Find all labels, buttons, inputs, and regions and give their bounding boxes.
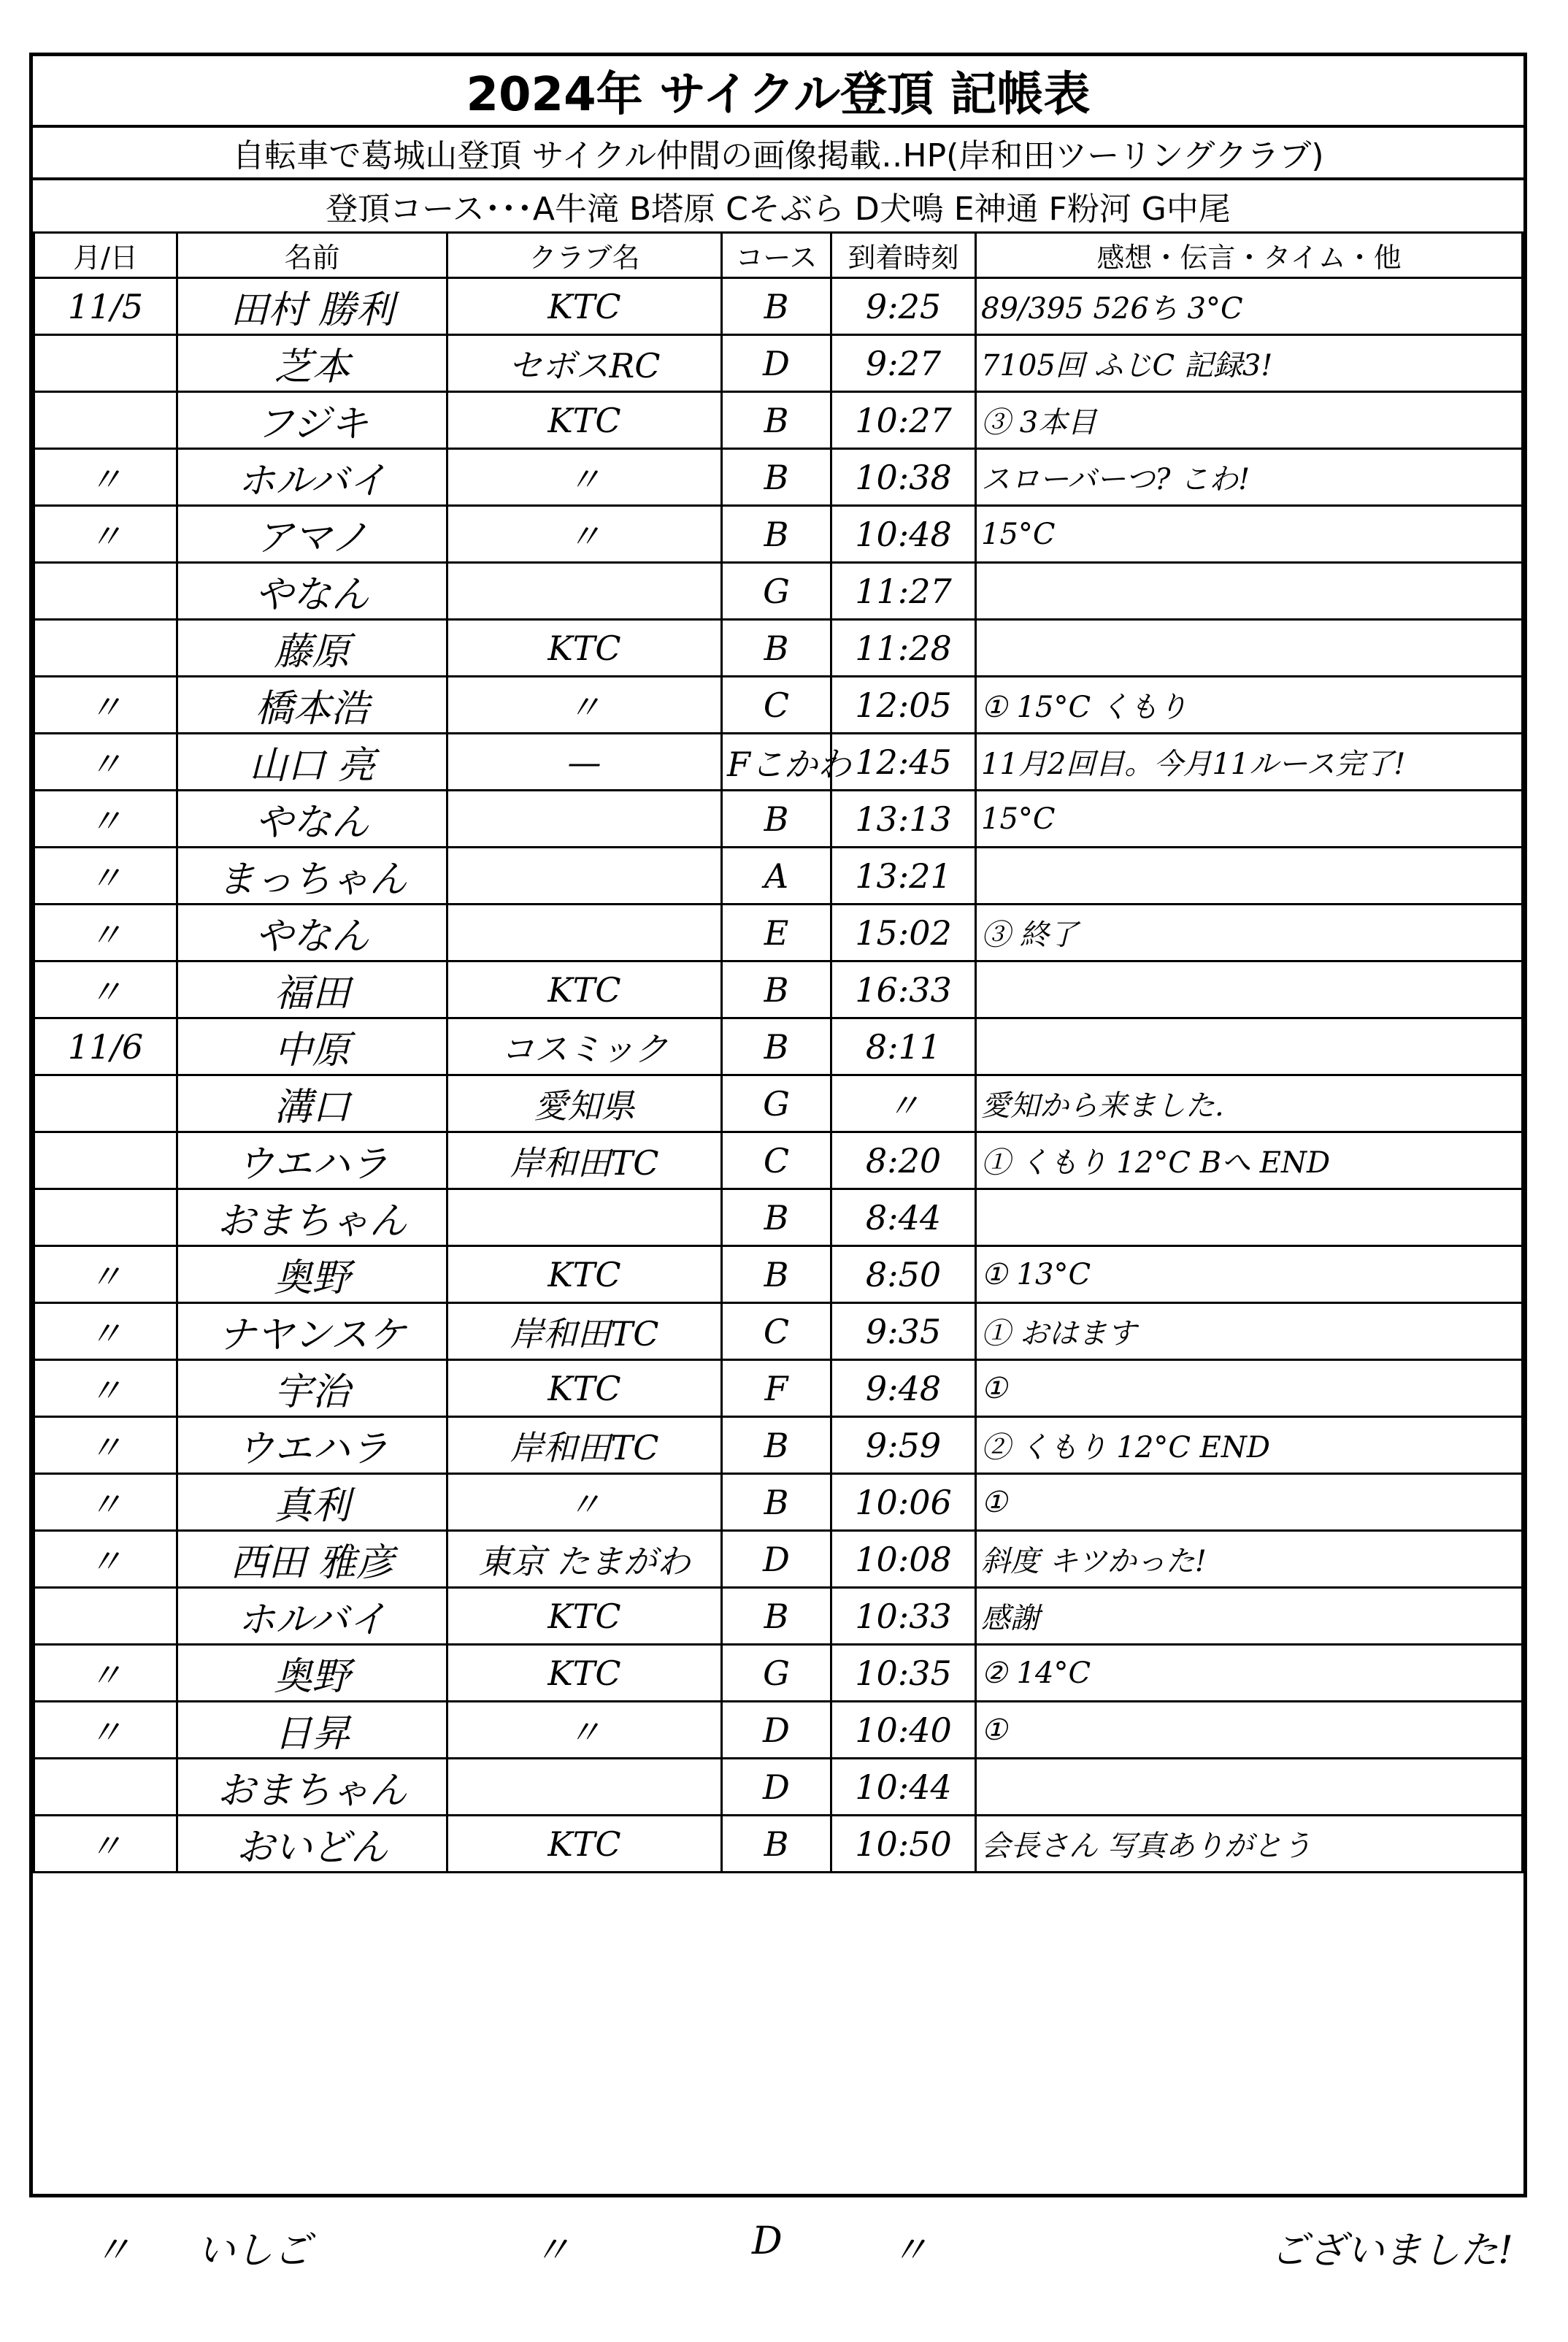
cell-comment: ① 13°C bbox=[976, 1246, 1523, 1303]
cell-club: KTC bbox=[447, 278, 722, 335]
cell-date: 〃 bbox=[34, 677, 177, 734]
table-row bbox=[34, 620, 1523, 677]
table-row bbox=[34, 1759, 1523, 1816]
cell-name: 山口 亮 bbox=[177, 734, 447, 791]
page-title: 2024年 サイクル登頂 記帳表 bbox=[33, 56, 1523, 128]
cell-club: 岸和田TC bbox=[447, 1303, 722, 1360]
cell-club: 〃 bbox=[447, 506, 722, 563]
table-row bbox=[34, 734, 1523, 791]
cell-name: 溝口 bbox=[177, 1075, 447, 1132]
cell-name: ウエハラ bbox=[177, 1132, 447, 1189]
cell-time: 15:02 bbox=[831, 905, 976, 961]
cell-comment: ① bbox=[976, 1702, 1523, 1759]
cell-time: 〃 bbox=[831, 1075, 976, 1132]
column-header-club: クラブ名 bbox=[447, 233, 722, 278]
cell-course: B bbox=[722, 791, 831, 848]
table-row bbox=[34, 677, 1523, 734]
column-header-date: 月/日 bbox=[34, 233, 177, 278]
cell-date bbox=[34, 1132, 177, 1189]
cell-club: KTC bbox=[447, 1645, 722, 1702]
cell-course: D bbox=[722, 335, 831, 392]
cell-time: 9:59 bbox=[831, 1417, 976, 1474]
cell-course: B bbox=[722, 506, 831, 563]
table-row bbox=[34, 1702, 1523, 1759]
cell-date bbox=[34, 335, 177, 392]
cell-date: 11/6 bbox=[34, 1018, 177, 1075]
cell-date: 〃 bbox=[34, 449, 177, 506]
cell-name: 奥野 bbox=[177, 1246, 447, 1303]
cell-date: 〃 bbox=[34, 1702, 177, 1759]
cell-club: コスミック bbox=[447, 1018, 722, 1075]
cell-club: KTC bbox=[447, 961, 722, 1018]
table-row bbox=[34, 1189, 1523, 1246]
cell-name: ホルバイ bbox=[177, 1588, 447, 1645]
cell-name: まっちゃん bbox=[177, 848, 447, 905]
cell-course: B bbox=[722, 392, 831, 449]
cell-date bbox=[34, 563, 177, 620]
cell-course: B bbox=[722, 961, 831, 1018]
column-header-time: 到着時刻 bbox=[831, 233, 976, 278]
cell-club: 〃 bbox=[447, 1474, 722, 1531]
cell-time: 10:27 bbox=[831, 392, 976, 449]
cell-comment: ① bbox=[976, 1360, 1523, 1417]
cell-date: 〃 bbox=[34, 1531, 177, 1588]
cell-comment: ② くもり 12°C END bbox=[976, 1417, 1523, 1474]
cell-time: 10:50 bbox=[831, 1816, 976, 1873]
table-row bbox=[34, 1645, 1523, 1702]
cell-name: フジキ bbox=[177, 392, 447, 449]
cell-course: B bbox=[722, 620, 831, 677]
table-row bbox=[34, 1132, 1523, 1189]
cell-club: セボスRC bbox=[447, 335, 722, 392]
table-row bbox=[34, 506, 1523, 563]
cell-date: 〃 bbox=[34, 791, 177, 848]
cell-course: D bbox=[722, 1531, 831, 1588]
extra-comment: ございました! bbox=[1270, 2229, 1513, 2273]
cell-name: アマノ bbox=[177, 506, 447, 563]
extra-date: 〃 bbox=[93, 2229, 132, 2273]
cell-date: 〃 bbox=[34, 848, 177, 905]
cell-comment: ③ 終了 bbox=[976, 905, 1523, 961]
cell-comment bbox=[976, 1759, 1523, 1816]
table-row bbox=[34, 791, 1523, 848]
cell-name: おまちゃん bbox=[177, 1189, 447, 1246]
cell-date: 〃 bbox=[34, 1246, 177, 1303]
table-row bbox=[34, 1246, 1523, 1303]
table-row bbox=[34, 1816, 1523, 1873]
cell-comment bbox=[976, 620, 1523, 677]
cell-club: 愛知県 bbox=[447, 1075, 722, 1132]
cell-comment bbox=[976, 1018, 1523, 1075]
cell-club bbox=[447, 848, 722, 905]
cell-club: KTC bbox=[447, 392, 722, 449]
cell-name: やなん bbox=[177, 791, 447, 848]
cell-course: B bbox=[722, 1246, 831, 1303]
cell-club: KTC bbox=[447, 1360, 722, 1417]
column-header-name: 名前 bbox=[177, 233, 447, 278]
cell-time: 12:05 bbox=[831, 677, 976, 734]
cell-comment: 15°C bbox=[976, 791, 1523, 848]
cell-time: 10:44 bbox=[831, 1759, 976, 1816]
cell-course: A bbox=[722, 848, 831, 905]
cell-comment bbox=[976, 563, 1523, 620]
cell-date: 〃 bbox=[34, 905, 177, 961]
cell-club bbox=[447, 563, 722, 620]
table-row bbox=[34, 905, 1523, 961]
table-row bbox=[34, 1588, 1523, 1645]
cell-time: 10:08 bbox=[831, 1531, 976, 1588]
cell-course: D bbox=[722, 1759, 831, 1816]
cell-club: KTC bbox=[447, 1816, 722, 1873]
cell-club: 〃 bbox=[447, 677, 722, 734]
cell-time: 9:35 bbox=[831, 1303, 976, 1360]
extra-handwritten-line bbox=[0, 2212, 1568, 2292]
cell-time: 10:40 bbox=[831, 1702, 976, 1759]
cell-name: ウエハラ bbox=[177, 1417, 447, 1474]
cell-time: 10:38 bbox=[831, 449, 976, 506]
cell-course: B bbox=[722, 449, 831, 506]
cell-course: F bbox=[722, 1360, 831, 1417]
cell-date bbox=[34, 1588, 177, 1645]
course-legend: 登頂コース･･･A牛滝 B塔原 Cそぶら D犬鳴 E神通 F粉河 G中尾 bbox=[326, 191, 1231, 228]
cell-course: C bbox=[722, 1303, 831, 1360]
cell-time: 8:50 bbox=[831, 1246, 976, 1303]
cell-course: E bbox=[722, 905, 831, 961]
cell-club: 岸和田TC bbox=[447, 1132, 722, 1189]
table-body bbox=[34, 278, 1523, 1873]
cell-date: 〃 bbox=[34, 1474, 177, 1531]
cell-club bbox=[447, 1759, 722, 1816]
table-row bbox=[34, 278, 1523, 335]
cell-course: B bbox=[722, 1189, 831, 1246]
table-row bbox=[34, 1531, 1523, 1588]
cell-comment: スローバーつ? こわ! bbox=[976, 449, 1523, 506]
cell-comment: 15°C bbox=[976, 506, 1523, 563]
cell-comment: ③ 3本目 bbox=[976, 392, 1523, 449]
cell-club bbox=[447, 905, 722, 961]
cell-course: B bbox=[722, 1588, 831, 1645]
cell-date: 〃 bbox=[34, 1417, 177, 1474]
cell-date bbox=[34, 620, 177, 677]
cell-time: 11:27 bbox=[831, 563, 976, 620]
cell-club bbox=[447, 1189, 722, 1246]
table-row bbox=[34, 1417, 1523, 1474]
cell-name: 日昇 bbox=[177, 1702, 447, 1759]
cell-comment bbox=[976, 961, 1523, 1018]
cell-course: G bbox=[722, 563, 831, 620]
logbook-sheet bbox=[29, 53, 1527, 2197]
cell-course: Fこかわ bbox=[722, 734, 831, 791]
cell-time: 11:28 bbox=[831, 620, 976, 677]
cell-time: 10:48 bbox=[831, 506, 976, 563]
cell-time: 8:44 bbox=[831, 1189, 976, 1246]
cell-name: おまちゃん bbox=[177, 1759, 447, 1816]
cell-course: D bbox=[722, 1702, 831, 1759]
cell-club bbox=[447, 791, 722, 848]
cell-date bbox=[34, 1075, 177, 1132]
cell-name: おいどん bbox=[177, 1816, 447, 1873]
table-row bbox=[34, 1075, 1523, 1132]
subtitle: 自転車で葛城山登頂 サイクル仲間の画像掲載‥HP(岸和田ツーリングクラブ) bbox=[33, 128, 1523, 180]
cell-name: 奥野 bbox=[177, 1645, 447, 1702]
cell-time: 9:48 bbox=[831, 1360, 976, 1417]
cell-course: C bbox=[722, 1132, 831, 1189]
cell-name: 田村 勝利 bbox=[177, 278, 447, 335]
log-table bbox=[33, 231, 1523, 1873]
cell-comment: 11月2回目。今月11ルース完了! bbox=[976, 734, 1523, 791]
cell-time: 10:35 bbox=[831, 1645, 976, 1702]
cell-course: B bbox=[722, 1018, 831, 1075]
cell-comment bbox=[976, 1189, 1523, 1246]
cell-club: KTC bbox=[447, 1588, 722, 1645]
cell-date: 〃 bbox=[34, 734, 177, 791]
cell-time: 13:21 bbox=[831, 848, 976, 905]
cell-time: 9:27 bbox=[831, 335, 976, 392]
cell-comment: ① おはます bbox=[976, 1303, 1523, 1360]
table-row bbox=[34, 392, 1523, 449]
cell-name: 芝本 bbox=[177, 335, 447, 392]
cell-date bbox=[34, 1759, 177, 1816]
cell-comment: ② 14°C bbox=[976, 1645, 1523, 1702]
cell-name: 橋本浩 bbox=[177, 677, 447, 734]
cell-course: G bbox=[722, 1645, 831, 1702]
table-row bbox=[34, 1474, 1523, 1531]
table-row bbox=[34, 335, 1523, 392]
column-header-comment: 感想・伝言・タイム・他 bbox=[976, 233, 1523, 278]
cell-course: B bbox=[722, 1816, 831, 1873]
cell-course: B bbox=[722, 278, 831, 335]
cell-name: やなん bbox=[177, 905, 447, 961]
cell-club: 岸和田TC bbox=[447, 1417, 722, 1474]
extra-club: 〃 bbox=[533, 2229, 572, 2273]
cell-comment: 愛知から来ました. bbox=[976, 1075, 1523, 1132]
column-header-course: コース bbox=[722, 233, 831, 278]
cell-name: 藤原 bbox=[177, 620, 447, 677]
cell-time: 10:33 bbox=[831, 1588, 976, 1645]
table-row bbox=[34, 563, 1523, 620]
cell-time: 8:20 bbox=[831, 1132, 976, 1189]
cell-comment: ① 15°C くもり bbox=[976, 677, 1523, 734]
cell-date: 〃 bbox=[34, 1360, 177, 1417]
cell-comment: 89/395 526ち 3°C bbox=[976, 278, 1523, 335]
cell-club: 〃 bbox=[447, 1702, 722, 1759]
cell-date bbox=[34, 1189, 177, 1246]
extra-name: いしご bbox=[197, 2229, 312, 2273]
cell-course: B bbox=[722, 1417, 831, 1474]
cell-time: 9:25 bbox=[831, 278, 976, 335]
cell-course: B bbox=[722, 1474, 831, 1531]
cell-club: — bbox=[447, 734, 722, 791]
extra-time: 〃 bbox=[891, 2229, 929, 2273]
cell-comment: ① くもり 12°C Bへ END bbox=[976, 1132, 1523, 1189]
table-row bbox=[34, 848, 1523, 905]
cell-name: 福田 bbox=[177, 961, 447, 1018]
cell-comment: 会長さん 写真ありがとう bbox=[976, 1816, 1523, 1873]
cell-name: 西田 雅彦 bbox=[177, 1531, 447, 1588]
table-row bbox=[34, 1018, 1523, 1075]
cell-time: 13:13 bbox=[831, 791, 976, 848]
cell-course: C bbox=[722, 677, 831, 734]
cell-name: ナヤンスケ bbox=[177, 1303, 447, 1360]
cell-date bbox=[34, 392, 177, 449]
cell-name: 真利 bbox=[177, 1474, 447, 1531]
cell-time: 16:33 bbox=[831, 961, 976, 1018]
cell-date: 〃 bbox=[34, 506, 177, 563]
cell-comment: 7105回 ふじC 記録3! bbox=[976, 335, 1523, 392]
cell-time: 10:06 bbox=[831, 1474, 976, 1531]
cell-date: 〃 bbox=[34, 1303, 177, 1360]
cell-club: KTC bbox=[447, 1246, 722, 1303]
cell-name: ホルバイ bbox=[177, 449, 447, 506]
table-row bbox=[34, 1360, 1523, 1417]
table-row bbox=[34, 1303, 1523, 1360]
cell-date: 〃 bbox=[34, 961, 177, 1018]
cell-course: G bbox=[722, 1075, 831, 1132]
table-row bbox=[34, 961, 1523, 1018]
cell-date: 〃 bbox=[34, 1816, 177, 1873]
extra-course: D bbox=[752, 2219, 783, 2263]
cell-name: 中原 bbox=[177, 1018, 447, 1075]
cell-comment: 感謝 bbox=[976, 1588, 1523, 1645]
table-row bbox=[34, 449, 1523, 506]
cell-name: やなん bbox=[177, 563, 447, 620]
cell-comment bbox=[976, 848, 1523, 905]
cell-date: 〃 bbox=[34, 1645, 177, 1702]
table-header-row bbox=[34, 233, 1523, 278]
cell-club: 東京 たまがわ bbox=[447, 1531, 722, 1588]
cell-comment: ① bbox=[976, 1474, 1523, 1531]
cell-time: 8:11 bbox=[831, 1018, 976, 1075]
cell-club: 〃 bbox=[447, 449, 722, 506]
cell-name: 宇治 bbox=[177, 1360, 447, 1417]
cell-comment: 斜度 キツかった! bbox=[976, 1531, 1523, 1588]
cell-club: KTC bbox=[447, 620, 722, 677]
cell-date: 11/5 bbox=[34, 278, 177, 335]
cell-time: 12:45 bbox=[831, 734, 976, 791]
